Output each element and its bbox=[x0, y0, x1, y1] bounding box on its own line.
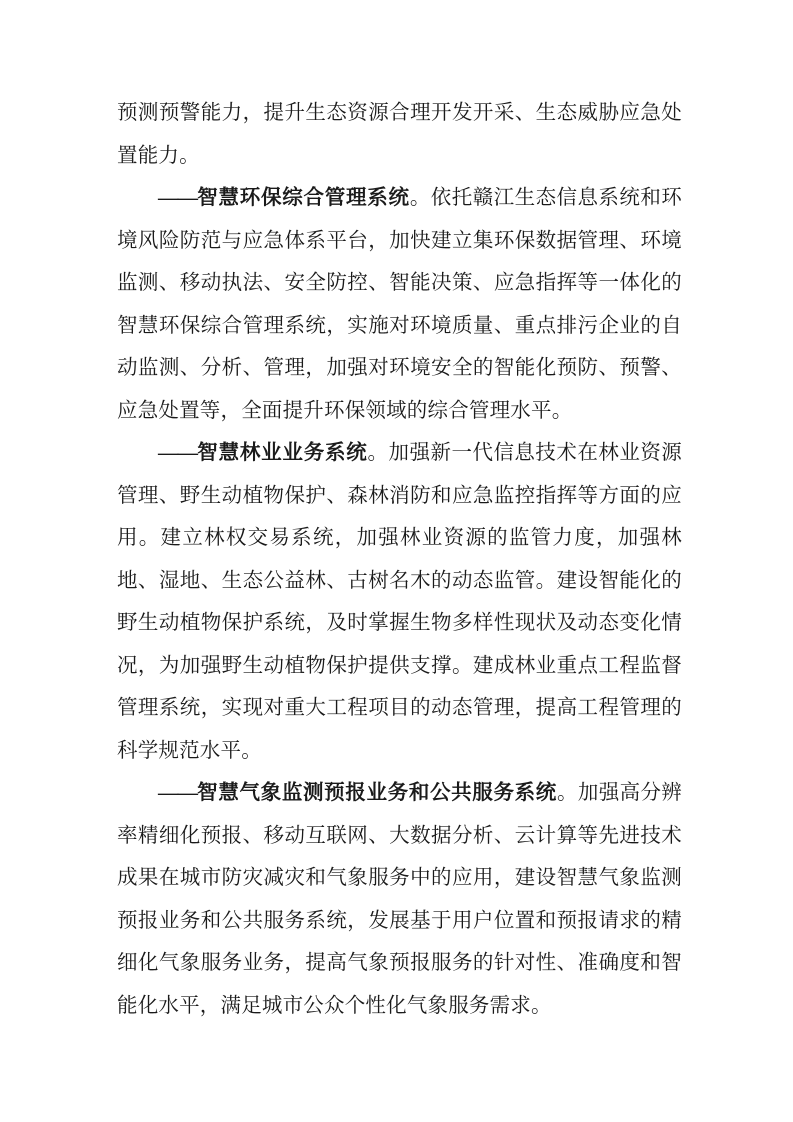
document-body bbox=[117, 92, 682, 1027]
em-dash-marker: —— bbox=[158, 187, 197, 209]
paragraph-text: 。加强高分辨率精细化预报、移动互联网、大数据分析、云计算等先进技术成果在城市防灾减灾和气象服务中的应用，建设智慧气象监测预报业务和公共服务系统，发展基于用户位置和预报请求的精细化气象服务业务，提高气象预报服务的针对性、准确度和智能化水平，满足城市公众个性化气象服务需求。 bbox=[117, 782, 683, 1017]
em-dash-marker: —— bbox=[158, 442, 197, 464]
paragraph bbox=[117, 92, 682, 177]
em-dash-marker: —— bbox=[158, 782, 197, 804]
paragraph-text: 。依托赣江生态信息系统和环境风险防范与应急体系平台，加快建立集环保数据管理、环境监测、移动执法、安全防控、智能决策、应急指挥等一体化的智慧环保综合管理系统，实施对环境质量、重点排污企业的自动监测、分析、管理，加强对环境安全的智能化预防、预警、应急处置等，全面提升环保领域的综合管理水平。 bbox=[117, 187, 683, 422]
paragraph bbox=[117, 772, 682, 1027]
paragraph-lead: 智慧气象监测预报业务和公共服务系统 bbox=[197, 781, 557, 804]
paragraph bbox=[117, 177, 682, 432]
paragraph-lead: 智慧环保综合管理系统 bbox=[197, 186, 410, 209]
paragraph-text: 预测预警能力，提升生态资源合理开发开采、生态威胁应急处置能力。 bbox=[117, 102, 682, 167]
paragraph-text: 。加强新一代信息技术在林业资源管理、野生动植物保护、森林消防和应急监控指挥等方面的应用。建立林权交易系统，加强林业资源的监管力度，加强林地、湿地、生态公益林、古树名木的动态监管。建设智能化的野生动植物保护系统，及时掌握生物多样性现状及动态变化情况，为加强野生动植物保护提供支撑。建成林业重点工程监督管理系统，实现对重大工程项目的动态管理，提高工程管理的科学规范水平。 bbox=[117, 442, 683, 762]
paragraph-lead: 智慧林业业务系统 bbox=[197, 441, 368, 464]
paragraph bbox=[117, 432, 682, 772]
